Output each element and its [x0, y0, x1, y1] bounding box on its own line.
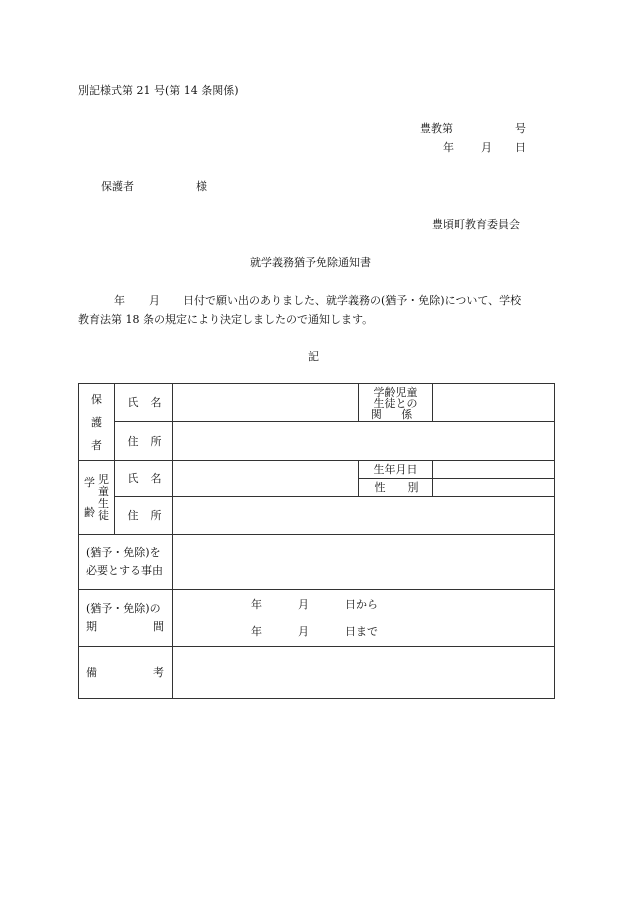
child-right-char-2: 童 [98, 484, 109, 498]
notice-table [78, 383, 555, 699]
gender-char-2: 別 [407, 481, 419, 494]
birthdate-value[interactable] [433, 461, 555, 479]
period-char-1: 期 [86, 620, 97, 633]
reason-value[interactable] [173, 535, 555, 590]
document-title: 就学義務猶予免除通知書 [250, 256, 371, 269]
name-char-2: 名 [150, 396, 162, 409]
remarks-label [79, 647, 173, 699]
relation-line-1: 学齢児童 [373, 385, 418, 399]
period-char-2: 間 [153, 620, 164, 633]
period-row [79, 590, 555, 647]
guardian-address-label [115, 422, 173, 461]
guardian-char-2: 護 [91, 415, 102, 429]
relation-line-3: 関 係 [370, 407, 421, 421]
gender-value[interactable] [433, 479, 555, 497]
child-left-char-1: 学 [84, 475, 95, 489]
reason-line-1: (猶予・免除)を [86, 546, 161, 559]
period-to-year: 年 [251, 625, 262, 638]
period-label [79, 590, 173, 647]
guardian-char-1: 保 [91, 392, 102, 406]
period-from-day: 日から [345, 598, 378, 611]
address-char-1: 住 [127, 434, 139, 448]
child-name-label [115, 461, 173, 497]
remarks-row [79, 647, 555, 699]
guardian-group-label [79, 384, 115, 461]
addressee-honorific: 様 [196, 180, 207, 193]
remarks-value[interactable] [173, 647, 555, 699]
period-to-day: 日まで [345, 625, 378, 638]
guardian-name-label [115, 384, 173, 422]
body-line1-rest: 日付で願い出のありました、就学義務の(猶予・免除)について、学校 [183, 294, 522, 307]
guardian-address-value[interactable] [173, 422, 555, 461]
child-address-row [79, 497, 555, 535]
period-from-month: 月 [298, 598, 309, 611]
child-right-char-1: 児 [98, 472, 109, 486]
remarks-char-1: 備 [86, 666, 97, 679]
address-char-2: 所 [150, 434, 162, 448]
child-group-label [79, 461, 115, 535]
child-address-char-1: 住 [127, 509, 139, 522]
date-month: 月 [481, 141, 492, 154]
body-line2: 教育法第 18 条の規定により決定しましたので通知します。 [78, 313, 374, 326]
child-left-char-2: 齢 [84, 505, 95, 519]
child-address-label [115, 497, 173, 535]
gender-label [359, 479, 433, 497]
child-name-char-1: 氏 [127, 472, 139, 485]
remarks-char-2: 考 [153, 666, 164, 679]
issuer: 豊頃町教育委員会 [432, 218, 520, 231]
ki-mark: 記 [308, 350, 319, 363]
period-to-month: 月 [298, 625, 309, 638]
guardian-name-row [79, 384, 555, 422]
period-from-year: 年 [251, 598, 262, 611]
date-day: 日 [515, 141, 526, 154]
guardian-name-value[interactable] [173, 384, 359, 422]
doc-number-prefix: 豊教第 [420, 122, 453, 135]
guardian-char-3: 者 [91, 438, 102, 452]
form-reference: 別記様式第 21 号(第 14 条関係) [78, 84, 239, 97]
period-value[interactable] [173, 590, 555, 647]
child-right-char-4: 徒 [98, 508, 109, 522]
child-address-value[interactable] [173, 497, 555, 535]
child-right-char-3: 生 [98, 496, 109, 510]
child-birthdate-row [79, 461, 555, 479]
body-month: 月 [149, 294, 160, 307]
name-char-1: 氏 [127, 396, 139, 409]
birthdate-label: 生年月日 [359, 461, 433, 479]
relation-value[interactable] [433, 384, 555, 422]
guardian-address-row [79, 422, 555, 461]
doc-number-suffix: 号 [515, 122, 526, 135]
child-address-char-2: 所 [150, 509, 162, 522]
body-year: 年 [114, 294, 125, 307]
reason-line-2: 必要とする事由 [86, 564, 163, 577]
date-year: 年 [443, 141, 454, 154]
addressee-role: 保護者 [101, 180, 134, 193]
period-line-1: (猶予・免除)の [86, 602, 161, 615]
relation-label [359, 384, 433, 422]
reason-label [79, 535, 173, 590]
child-name-value[interactable] [173, 461, 359, 497]
child-name-char-2: 名 [150, 472, 162, 485]
gender-char-1: 性 [374, 481, 386, 494]
reason-row [79, 535, 555, 590]
relation-line-2: 生徒との [373, 396, 418, 410]
